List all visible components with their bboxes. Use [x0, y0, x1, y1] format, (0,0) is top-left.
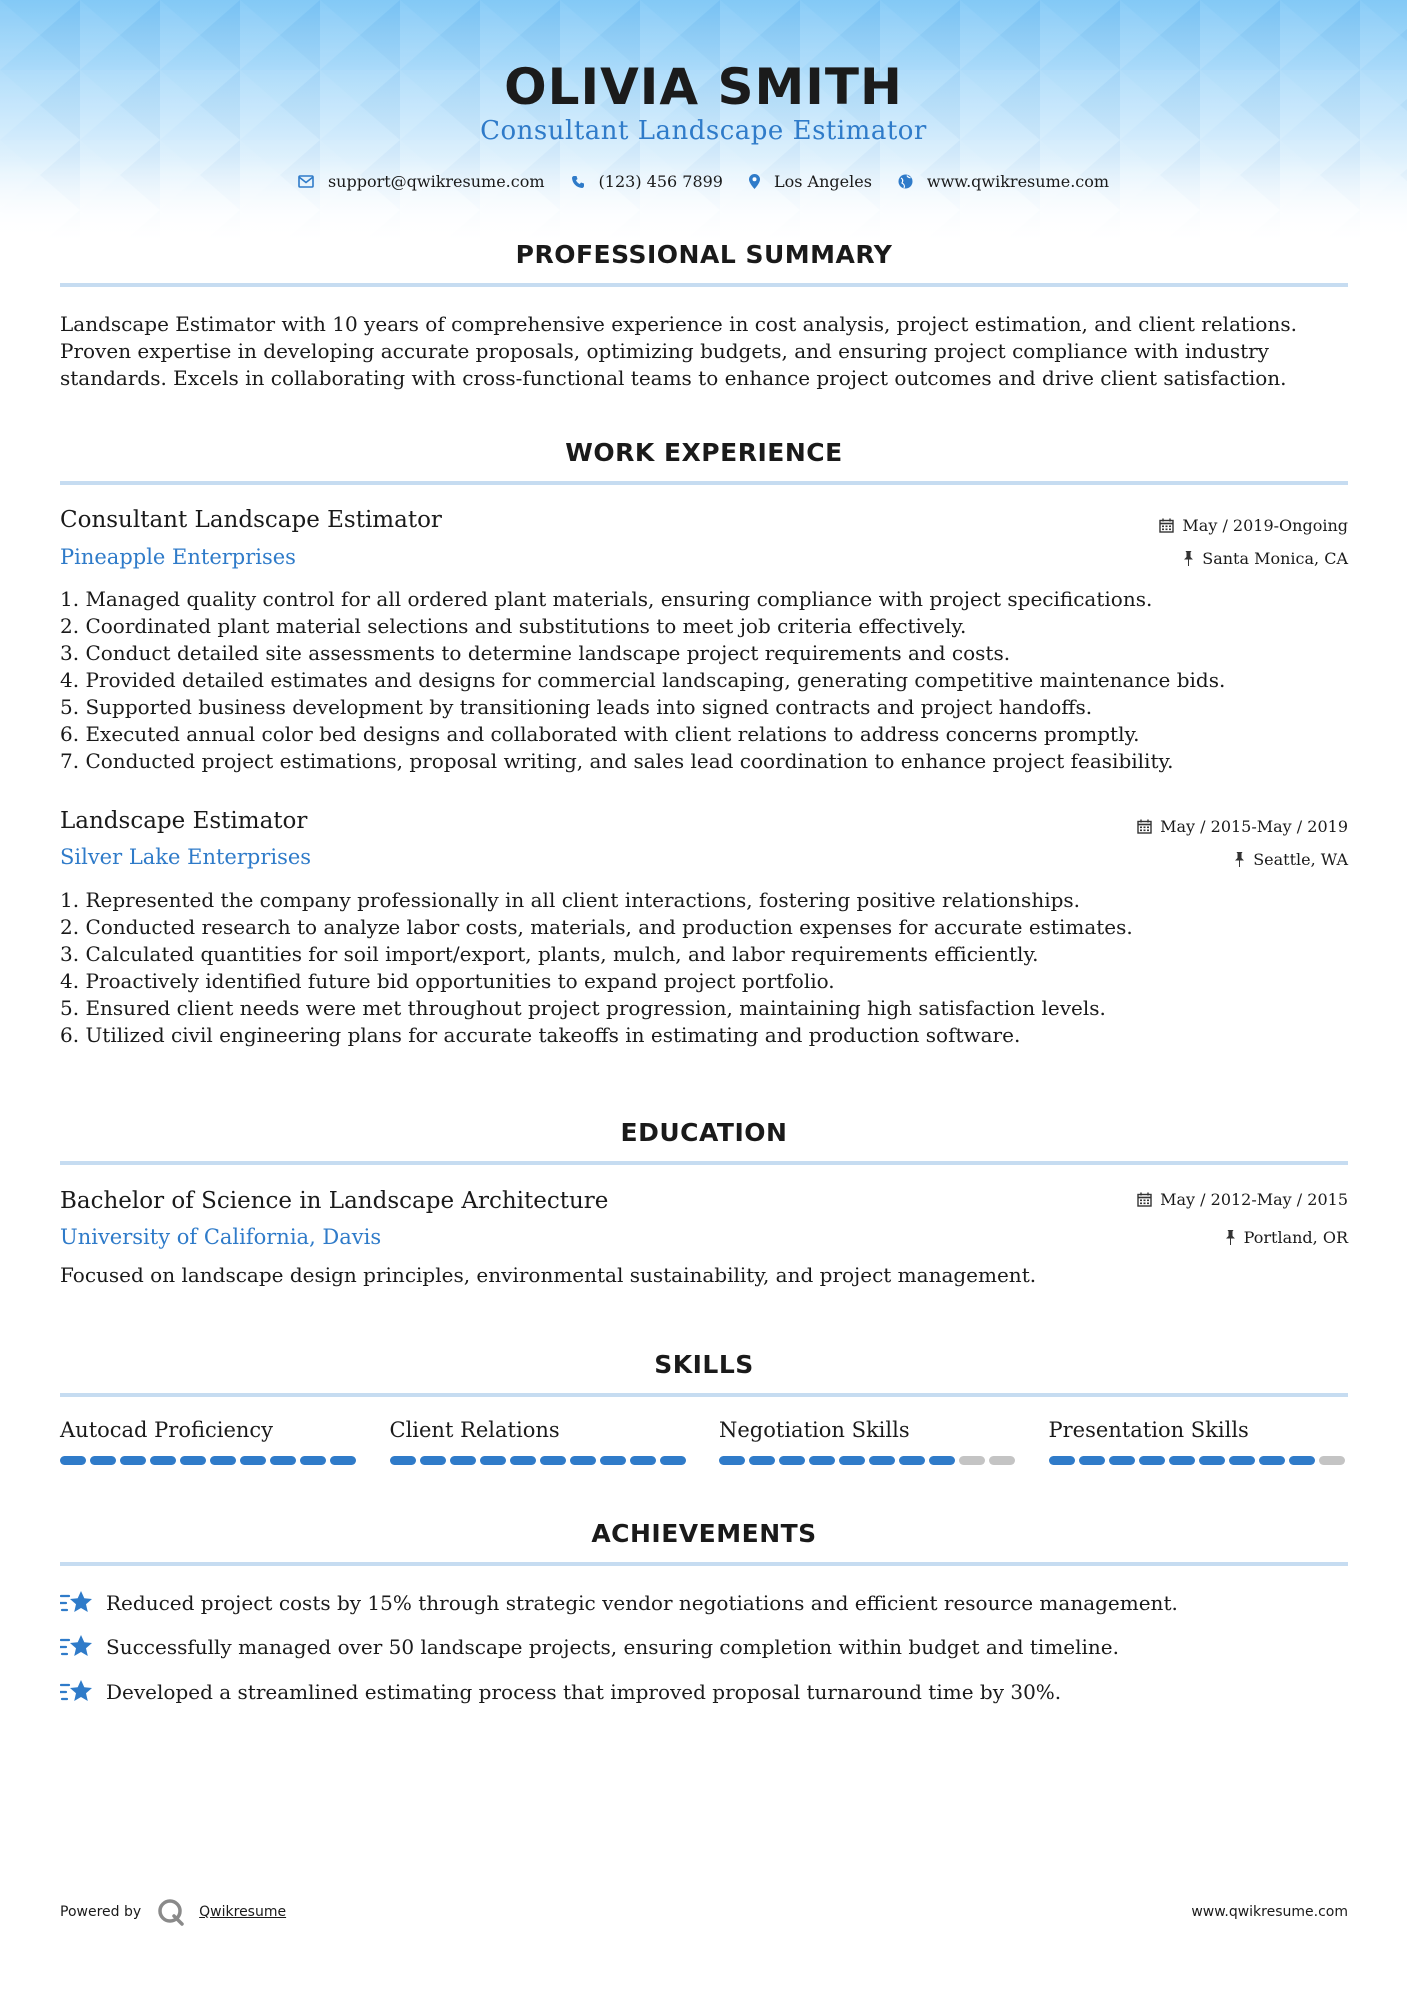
skill-segment-filled — [719, 1456, 745, 1465]
skill-rating — [719, 1456, 1019, 1465]
education-dates-text: May / 2012-May / 2015 — [1160, 1190, 1348, 1209]
skill-name: Client Relations — [389, 1418, 560, 1442]
education-heading: EDUCATION — [620, 1118, 788, 1147]
calendar-icon — [1159, 518, 1174, 533]
skill-segment-empty — [989, 1456, 1015, 1465]
contact-website[interactable] — [898, 172, 1109, 191]
skill-segment-filled — [60, 1456, 86, 1465]
contact-email[interactable] — [298, 172, 545, 191]
star-icon — [60, 1679, 94, 1705]
summary-line: Landscape Estimator with 10 years of comprehensive experience in cost analysis, project estimation, and client relations. — [60, 312, 1297, 336]
job-location-text: Seattle, WA — [1253, 850, 1348, 869]
education-location — [1225, 1228, 1348, 1247]
phone-text: (123) 456 7899 — [598, 172, 723, 191]
skill-segment-filled — [90, 1456, 116, 1465]
skill-segment-filled — [1259, 1456, 1285, 1465]
skill-segment-filled — [1229, 1456, 1255, 1465]
skill-segment-filled — [1199, 1456, 1225, 1465]
job-location — [1234, 850, 1348, 869]
skill-name: Presentation Skills — [1048, 1418, 1249, 1442]
contact-location — [749, 172, 872, 191]
skill-segment-filled — [330, 1456, 356, 1465]
powered-by — [60, 1898, 286, 1926]
skill-segment-filled — [210, 1456, 236, 1465]
skill-segment-filled — [390, 1456, 416, 1465]
skills-heading: SKILLS — [654, 1350, 754, 1379]
skill-name: Negotiation Skills — [719, 1418, 910, 1442]
achievements-divider — [60, 1562, 1348, 1566]
skill-segment-filled — [1289, 1456, 1315, 1465]
email-text: support@qwikresume.com — [327, 172, 545, 191]
envelope-icon — [298, 175, 314, 188]
skill-segment-filled — [600, 1456, 626, 1465]
skill-name: Autocad Proficiency — [60, 1418, 274, 1442]
footer — [60, 1898, 1348, 1926]
map-pin-icon — [749, 174, 760, 189]
achievements-heading: ACHIEVEMENTS — [591, 1519, 817, 1548]
skill-segment-filled — [869, 1456, 895, 1465]
list-item: 3. Calculated quantities for soil import/export, plants, mulch, and labor requirements efficiently. — [60, 942, 1039, 966]
school-name: University of California, Davis — [60, 1225, 382, 1249]
brand-link[interactable]: Qwikresume — [199, 1904, 287, 1920]
skill-segment-filled — [779, 1456, 805, 1465]
list-item: 2. Conducted research to analyze labor costs, materials, and production expenses for accurate estimates. — [60, 915, 1133, 939]
pushpin-icon — [1183, 551, 1194, 566]
list-item: 6. Utilized civil engineering plans for accurate takeoffs in estimating and production software. — [60, 1023, 1021, 1047]
skill-segment-filled — [809, 1456, 835, 1465]
powered-by-label: Powered by — [60, 1904, 142, 1920]
job-company: Silver Lake Enterprises — [60, 845, 312, 869]
list-item: 2. Coordinated plant material selections and substitutions to meet job criteria effectively. — [60, 614, 967, 638]
candidate-name: OLIVIA SMITH — [504, 58, 903, 116]
achievement-item — [60, 1679, 1348, 1705]
skill-segment-empty — [959, 1456, 985, 1465]
list-item: 1. Managed quality control for all ordered plant materials, ensuring compliance with project specifications. — [60, 587, 1153, 611]
pushpin-icon — [1234, 852, 1245, 867]
list-item: 3. Conduct detailed site assessments to determine landscape project requirements and costs. — [60, 641, 1011, 665]
skill-segment-filled — [1109, 1456, 1135, 1465]
skill-item — [390, 1418, 690, 1465]
list-item: 5. Supported business development by transitioning leads into signed contracts and project handoffs. — [60, 695, 1093, 719]
skill-segment-filled — [420, 1456, 446, 1465]
job-company: Pineapple Enterprises — [60, 545, 296, 569]
skill-segment-filled — [300, 1456, 326, 1465]
footer-website[interactable]: www.qwikresume.com — [1191, 1904, 1348, 1920]
summary-line: Proven expertise in developing accurate proposals, optimizing budgets, and ensuring project compliance with industry — [60, 339, 1269, 363]
skill-segment-filled — [540, 1456, 566, 1465]
job-dates-text: May / 2019-Ongoing — [1182, 516, 1348, 535]
job-title: Consultant Landscape Estimator — [60, 507, 442, 533]
star-icon — [60, 1590, 94, 1616]
skill-segment-filled — [630, 1456, 656, 1465]
skill-rating — [60, 1456, 360, 1465]
skill-segment-filled — [120, 1456, 146, 1465]
skill-segment-filled — [570, 1456, 596, 1465]
education-location-text: Portland, OR — [1243, 1228, 1348, 1247]
contact-bar — [0, 172, 1407, 191]
summary-divider — [60, 283, 1348, 287]
list-item: 5. Ensured client needs were met throughout project progression, maintaining high satisfaction levels. — [60, 996, 1106, 1020]
job-location — [1183, 549, 1348, 568]
education-divider — [60, 1161, 1348, 1165]
skill-segment-filled — [240, 1456, 266, 1465]
summary-heading: PROFESSIONAL SUMMARY — [515, 240, 893, 269]
list-item: 7. Conducted project estimations, proposal writing, and sales lead coordination to enhance project feasibility. — [60, 749, 1174, 773]
job-dates — [1159, 516, 1348, 535]
skill-segment-filled — [1139, 1456, 1165, 1465]
list-item: 1. Represented the company professionally in all client interactions, fostering positive relationships. — [60, 888, 1081, 912]
education-dates — [1137, 1190, 1348, 1209]
skill-segment-filled — [1079, 1456, 1105, 1465]
skill-rating — [390, 1456, 690, 1465]
skill-item — [60, 1418, 360, 1465]
skill-segment-filled — [270, 1456, 296, 1465]
skill-segment-filled — [510, 1456, 536, 1465]
skill-segment-filled — [1169, 1456, 1195, 1465]
skill-segment-filled — [839, 1456, 865, 1465]
location-text: Los Angeles — [773, 172, 872, 191]
skill-segment-empty — [1319, 1456, 1345, 1465]
skill-segment-filled — [180, 1456, 206, 1465]
achievement-text: Developed a streamlined estimating process that improved proposal turnaround time by 30%. — [106, 1680, 1062, 1704]
contact-phone[interactable] — [571, 172, 723, 191]
skill-item — [1049, 1418, 1349, 1465]
qwikresume-logo-icon — [157, 1898, 187, 1926]
phone-icon — [571, 175, 585, 189]
job-duties — [60, 586, 1348, 775]
experience-divider — [60, 481, 1348, 485]
website-text: www.qwikresume.com — [926, 172, 1110, 191]
skill-item — [719, 1418, 1019, 1465]
experience-heading: WORK EXPERIENCE — [565, 438, 843, 467]
pushpin-icon — [1225, 1230, 1236, 1245]
list-item: 4. Provided detailed estimates and designs for commercial landscaping, generating competitive maintenance bids. — [60, 668, 1226, 692]
list-item: 6. Executed annual color bed designs and collaborated with client relations to address concerns promptly. — [60, 722, 1140, 746]
education-description: Focused on landscape design principles, environmental sustainability, and project management. — [60, 1263, 1037, 1287]
degree-title: Bachelor of Science in Landscape Architecture — [60, 1188, 609, 1214]
calendar-icon — [1137, 1192, 1152, 1207]
list-item: 4. Proactively identified future bid opportunities to expand project portfolio. — [60, 969, 835, 993]
skill-segment-filled — [1049, 1456, 1075, 1465]
globe-icon — [898, 174, 913, 189]
skills-list — [60, 1418, 1348, 1465]
skills-divider — [60, 1393, 1348, 1397]
job-title: Landscape Estimator — [60, 808, 308, 834]
job-location-text: Santa Monica, CA — [1202, 549, 1348, 568]
skill-segment-filled — [749, 1456, 775, 1465]
calendar-icon — [1137, 819, 1152, 834]
skill-rating — [1049, 1456, 1349, 1465]
skill-segment-filled — [929, 1456, 955, 1465]
summary-line: standards. Excels in collaborating with cross-functional teams to enhance project outcomes and drive client satisfaction. — [60, 366, 1287, 390]
skill-segment-filled — [660, 1456, 686, 1465]
achievement-text: Reduced project costs by 15% through strategic vendor negotiations and efficient resource management. — [106, 1591, 1178, 1615]
skill-segment-filled — [899, 1456, 925, 1465]
skill-segment-filled — [150, 1456, 176, 1465]
job-duties — [60, 887, 1348, 1049]
star-icon — [60, 1634, 94, 1660]
achievement-item — [60, 1634, 1348, 1660]
job-dates-text: May / 2015-May / 2019 — [1160, 817, 1348, 836]
job-dates — [1137, 817, 1348, 836]
achievement-text: Successfully managed over 50 landscape projects, ensuring completion within budget and timeline. — [106, 1635, 1119, 1659]
summary-text — [60, 311, 1348, 392]
candidate-role: Consultant Landscape Estimator — [480, 116, 927, 146]
skill-segment-filled — [450, 1456, 476, 1465]
skill-segment-filled — [480, 1456, 506, 1465]
achievement-item — [60, 1590, 1348, 1616]
